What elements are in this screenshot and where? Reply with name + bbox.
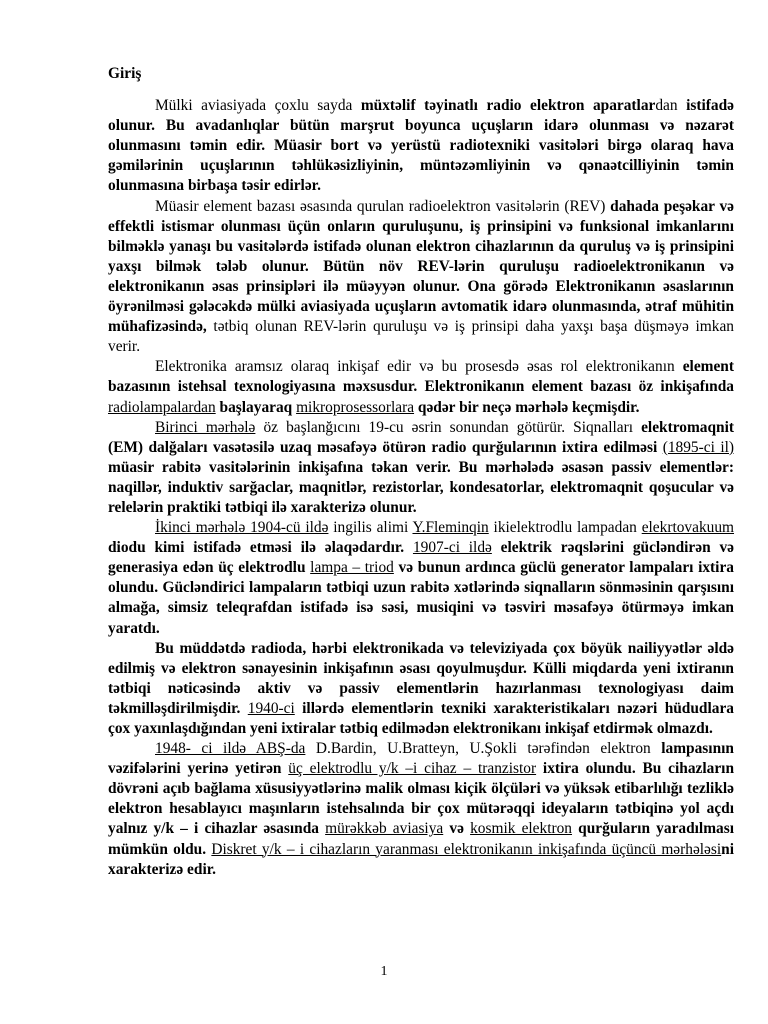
bold-text-run: illərdə elementlərin texniki xarakteristikaları nəzəri hüdudlara çox yaxınlaşdığından yeni ixtiralar tətbiq edilmədən elektronikanı inkişaf etdirmək olmazdı. xyxy=(108,699,734,737)
page-number: 1 xyxy=(380,964,388,979)
bold-text-run: elektromaqnit (EM) dalğaları vasətəsilə uzaq məsafəyə ötürən radio qurğularının ixtira edilməsi xyxy=(108,418,735,456)
text-run: ikielektrodlu lampadan xyxy=(488,519,642,537)
bold-text-run: dahada peşəkar və effektli istismar olunması üçün onların quruluşunu, iş prinsipini və funksional imkanlarını bilməklə yanaşı bu vasitələrdə istifadə olunan elektron cihazlarının da quruluş və iş prinsipini yaxşı bilmək tələb olunur. Bütün növ REV-lərin quruluşu radioelektronikanın və elektronikanın əsas prinsipləri ilə müəyyən olunur. Ona görədə Elektronikanın əsaslarının öyrənilməsi gələcəkdə mülki aviasiyada uçuşların avtomatik idarə olunmasında, ətraf mühitin mühafizəsində, xyxy=(108,197,734,336)
paragraph xyxy=(108,96,734,196)
underlined-text-run: İkinci mərhələ 1904-cü ildə xyxy=(155,519,329,537)
bold-text-run: müasir rabitə vasitələrinin inkişafına təkan verir. Bu mərhələdə əsasən passiv elementlər: naqillər, induktiv sarğaclar, maqnitlər, rezistorlar, kondesatorlar, elektromaqnit qoşucular və relelərin praktiki tətbiqi ilə xarakterizə olunur. xyxy=(108,458,734,516)
bold-text-run: müxtəlif təyinatlı radio elektron aparatlar xyxy=(360,97,656,115)
underlined-text-run: kosmik elektron xyxy=(470,820,573,838)
underlined-text-run: lampa – triod xyxy=(310,559,394,577)
paragraph xyxy=(108,197,734,358)
underlined-text-run: Birinci mərhələ xyxy=(155,418,256,436)
underlined-text-run: 1940-ci xyxy=(247,699,295,717)
bold-text-run: elektrik rəqslərini gücləndirən və generasiya edən üç elektrodlu xyxy=(108,539,734,577)
bold-text-run: və bunun ardınca güclü generator lampaları ixtira olundu. Gücləndirici lampaların tətbiqi uzun rabitə xətlərində siqnalların sönməsinin qarşısını almağa, simsiz teleqrafdan istifadə isə səsi, musiqini və təsviri məsafəyə ötürməyə imkan yaratdı. xyxy=(108,559,734,637)
text-run: Mülki aviasiyada çoxlu sayda xyxy=(155,97,361,115)
text-run: Müasir element bazası əsasında qurulan radioelektron vasitələrin (REV) xyxy=(155,197,611,215)
bold-text-run: başlayaraq xyxy=(215,398,297,416)
underlined-text-run: mikroprosessorlara xyxy=(296,398,415,416)
bold-text-run: ni xarakterizə edir. xyxy=(108,840,735,878)
underlined-text-run: 1948- ci ildə ABŞ-da xyxy=(155,740,306,758)
text-run: tətbiq olunan REV-lərin quruluşu və iş prinsipi daha yaxşı başa düşməyə imkan verir. xyxy=(108,318,734,356)
page-title: Giriş xyxy=(108,65,142,82)
text-run: ingilis alimi xyxy=(328,519,413,537)
bold-text-run: qurğuların yaradılması mümkün oldu. xyxy=(108,820,734,858)
underlined-text-run: elekrtovakuum xyxy=(641,519,735,537)
paragraph-list xyxy=(108,96,734,880)
underlined-text-run: (1895-ci il) xyxy=(662,438,734,456)
bold-text-run: lampasının vəzifələrini yerinə yetirən xyxy=(108,740,734,778)
text-run: D.Bardin, U.Bratteyn, U.Şokli tərəfindən elektron xyxy=(305,740,662,758)
underlined-text-run: Diskret y/k – i cihazların yaranması elektronikanın inkişafında üçüncü mərhələsi xyxy=(211,840,722,858)
paragraph xyxy=(108,639,734,739)
underlined-text-run: 1907-ci ildə xyxy=(412,539,492,557)
bold-text-run: istifadə olunur. Bu avadanlıqlar bütün marşrut boyunca uçuşların idarə olunması və nəzarət olunmasını təmin edir. Müasir bort və yerüstü radiotexniki vasitələri birgə olaraq hava gəmilərinin uçuşlarının təhlükəsizliyinin, müntəzəmliyinin və qənaətcilliyinin təmin olunmasına birbaşa təsir edirlər. xyxy=(108,97,734,195)
bold-text-run: element bazasının istehsal texnologiyasına məxsusdur. Elektronikanın element bazası öz inkişafında xyxy=(108,358,734,396)
document-body xyxy=(108,64,734,880)
bold-text-run: diodu kimi istifadə etməsi ilə əlaqədardır. xyxy=(108,539,413,557)
bold-text-run: və xyxy=(443,820,471,838)
underlined-text-run: Y.Fleminqin xyxy=(412,519,489,537)
underlined-text-run: üç elektrodlu y/k –i cihaz – tranzistor xyxy=(288,760,537,778)
text-run: dan xyxy=(655,97,687,115)
bold-text-run: qədər bir neçə mərhələ keçmişdir. xyxy=(414,398,640,416)
bold-text-run: Bu müddətdə radioda, hərbi elektronikada və televiziyada çox böyük nailiyyətlər əldə edilmiş və elektron sənayesinin inkişafının əsası qoyulmuşdur. Külli miqdarda yeni ixtiranın tətbiqi nəticəsində aktiv və passiv elementlərin hazırlanması texnologiyası daim təkmilləşdirilmişdir. xyxy=(108,639,734,717)
bold-text-run: ixtira olundu. Bu cihazların dövrəni açıb bağlama xüsusiyyətlərinə malik olması kiçik ölçüləri və yüksək etibarlılığı tezliklə elektron hesablayıcı maşınların istehsalında bir çox mütərəqqi ideyaların tətbiqinə yol açdı yalnız y/k – i cihazlar əsasında xyxy=(108,760,735,838)
paragraph xyxy=(108,357,734,417)
paragraph xyxy=(108,518,734,639)
text-run: Elektronika aramsız olaraq inkişaf edir və bu prosesdə əsas rol elektronikanın xyxy=(155,358,683,376)
paragraph xyxy=(108,739,734,880)
text-run: öz başlanğıcını 19-cu əsrin sonundan götürür. Siqnalları xyxy=(255,418,642,436)
paragraph xyxy=(108,418,734,518)
underlined-text-run: mürəkkəb aviasiya xyxy=(325,820,444,838)
underlined-text-run: radiolampalardan xyxy=(108,398,216,416)
